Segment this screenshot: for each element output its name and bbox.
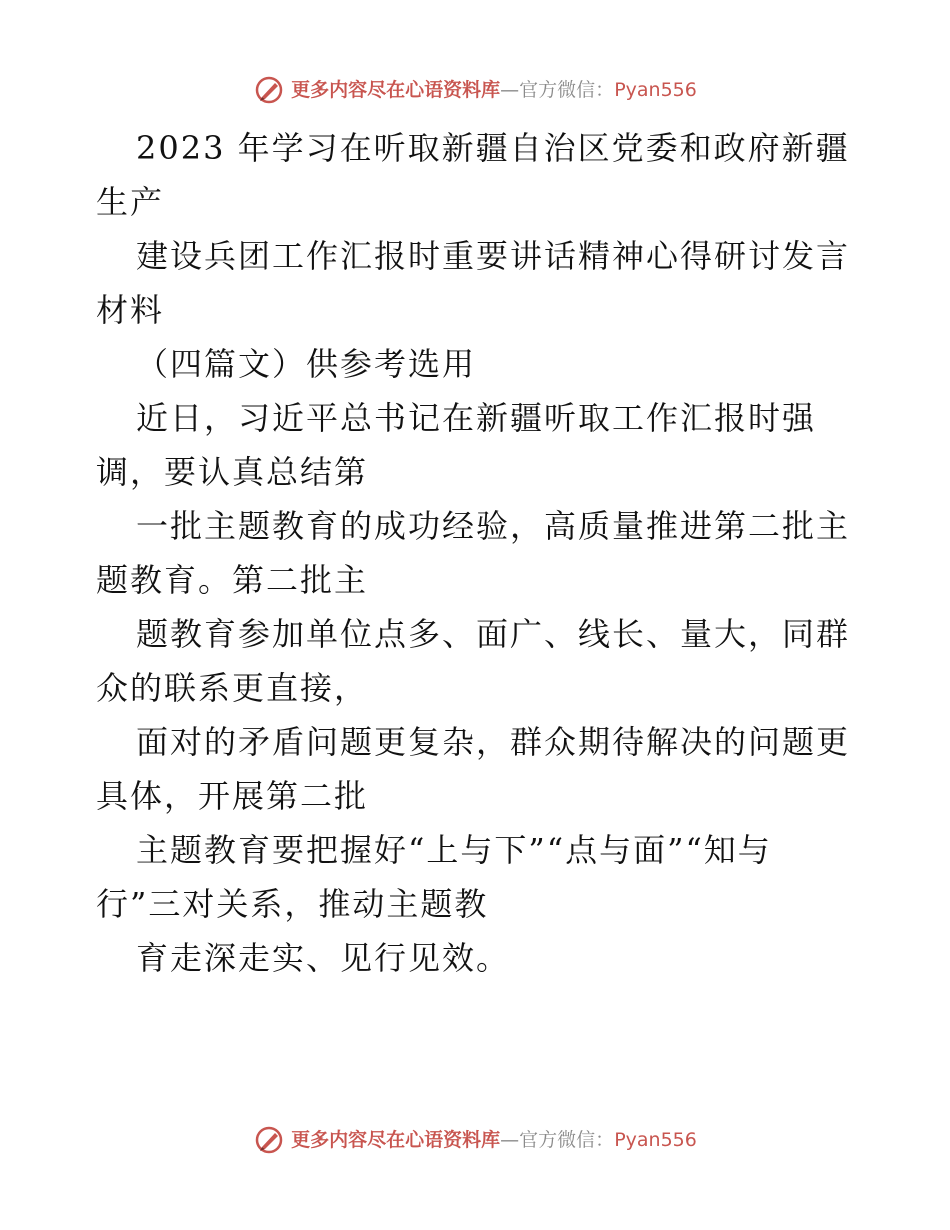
- watermark-dash: —: [500, 1129, 520, 1151]
- body-line-9: 主题教育要把握好“上与下”“点与面”“知与: [136, 831, 772, 869]
- title-line-4: 材料: [96, 291, 165, 329]
- title-line-3: 建设兵团工作汇报时重要讲话精神心得研讨发言: [136, 237, 851, 275]
- pen-logo-icon: [253, 1124, 285, 1156]
- body-line-10: 行”三对关系，推动主题教: [96, 885, 489, 923]
- title-line-2: 生产: [96, 183, 165, 221]
- body-line-6: 众的联系更直接，: [96, 669, 369, 707]
- watermark-brand: 更多内容尽在心语资料库: [291, 79, 501, 101]
- document-body: [96, 121, 856, 985]
- watermark-wechat-id: Pyan556: [614, 1129, 697, 1151]
- watermark-dash: —: [500, 79, 520, 101]
- pen-logo-icon: [253, 74, 285, 106]
- footer-watermark: [0, 1124, 950, 1156]
- body-line-3: 一批主题教育的成功经验，高质量推进第二批主: [136, 507, 851, 545]
- body-line-5: 题教育参加单位点多、面广、线长、量大，同群: [136, 615, 851, 653]
- watermark-label: 官方微信：: [519, 79, 615, 101]
- watermark-text: [291, 76, 697, 104]
- title-line-1: 2023 年学习在听取新疆自治区党委和政府新疆: [136, 129, 850, 167]
- body-line-8: 具体，开展第二批: [96, 777, 369, 815]
- watermark-label: 官方微信：: [519, 1129, 615, 1151]
- body-line-1: 近日，习近平总书记在新疆听取工作汇报时强: [136, 399, 817, 437]
- body-line-4: 题教育。第二批主: [96, 561, 369, 599]
- watermark-wechat-id: Pyan556: [614, 79, 697, 101]
- watermark-brand: 更多内容尽在心语资料库: [291, 1129, 501, 1151]
- watermark-text: [291, 1126, 697, 1154]
- header-watermark: [0, 74, 950, 106]
- body-line-7: 面对的矛盾问题更复杂，群众期待解决的问题更: [136, 723, 851, 761]
- body-line-2: 调，要认真总结第: [96, 453, 369, 491]
- title-line-5: （四篇文）供参考选用: [136, 345, 477, 383]
- body-line-11: 育走深走实、见行见效。: [136, 939, 511, 977]
